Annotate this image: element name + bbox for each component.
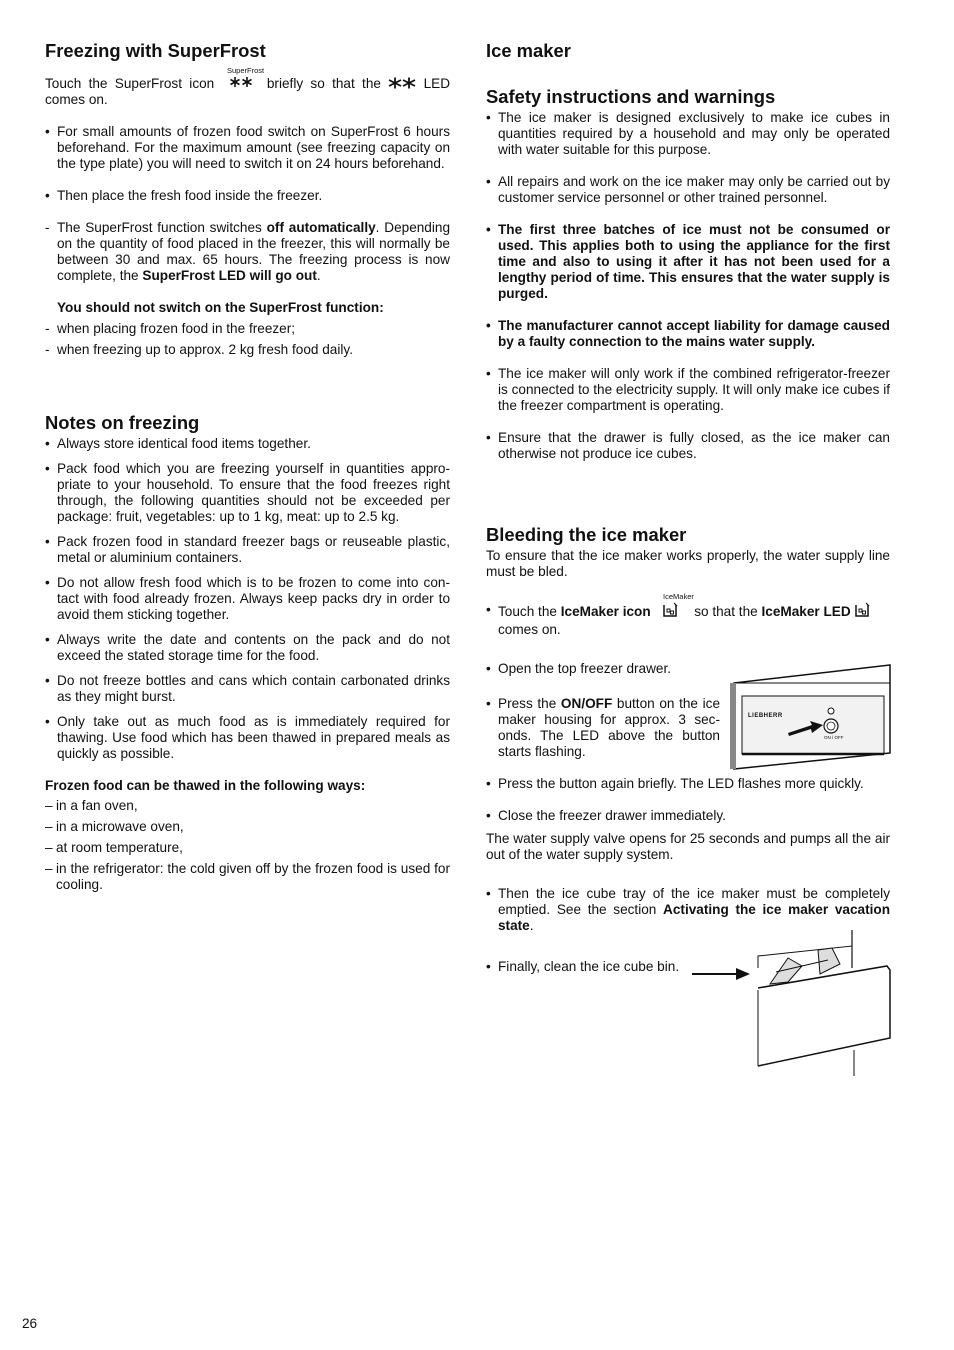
list-item: • Always store identical food items together.	[45, 436, 450, 452]
onoff-label: ON / OFF	[824, 735, 844, 740]
bleed-heading: Bleeding the ice maker	[486, 524, 687, 545]
bleed-note: The water supply valve opens for 25 seconds and pumps all the air out of the water supply system.	[486, 831, 890, 863]
list-item: - The SuperFrost function switches off automatically. Depending on the quantity of food placed in the freezer, this will normally be between 30 and max. 65 hours. The freezing process is now complete, the SuperFrost LED will go out.	[45, 220, 450, 284]
list-item: – in a fan oven,	[45, 798, 450, 814]
list-item: - when freezing up to approx. 2 kg fresh food daily.	[45, 342, 450, 358]
superfrost-warning: You should not switch on the SuperFrost function:	[57, 300, 384, 316]
list-item: • Touch the IceMaker icon IceMaker so that the IceMaker LED comes on.	[486, 602, 890, 638]
bleed-intro: To ensure that the ice maker works properly, the water supply line must be bled.	[486, 548, 890, 579]
list-item: • Close the freezer drawer immediately.	[486, 808, 890, 824]
list-item: • All repairs and work on the ice maker may only be carried out by customer service personnel or other trained personnel.	[486, 174, 890, 206]
list-item: • The first three batches of ice must not be consumed or used. This applies both to using the appliance for the first time and also to using it after it has not been used for a lengthy period of time. This ensures that the water supply is purged.	[486, 222, 890, 302]
list-item: • Then place the fresh food inside the freezer.	[45, 188, 450, 204]
superfrost-intro: Touch the SuperFrost icon SuperFrost briefly so that the LED comes on.	[45, 66, 451, 108]
list-item: • Open the top freezer drawer.	[486, 661, 720, 677]
list-item: • Pack food which you are freezing yourself in quantities appro-priate to your household. To ensure that the food freezes right through, the following quantities should not be exceeded per package: fruit, vegetables: up to 1 kg, meat: up to 2.5 kg.	[45, 461, 450, 525]
superfrost-icon: SuperFrost	[230, 76, 252, 92]
list-item: - when placing frozen food in the freezer;	[45, 321, 450, 337]
list-item: • Only take out as much food as is immediately required for thawing. Use food which has been thawed in prepared meals as quickly as possible.	[45, 714, 450, 762]
list-item: • The manufacturer cannot accept liability for damage caused by a faulty connection to the mains water supply.	[486, 318, 890, 350]
list-item: – in the refrigerator: the cold given off by the frozen food is used for cooling.	[45, 861, 450, 893]
thaw-heading: Frozen food can be thawed in the following ways:	[45, 778, 366, 794]
list-item: • Ensure that the drawer is fully closed, as the ice maker can otherwise not produce ice cubes.	[486, 430, 890, 462]
list-item: • For small amounts of frozen food switch on SuperFrost 6 hours beforehand. For the maximum amount (see freezing capacity on the type plate) you will need to switch it on 24 hours beforehand.	[45, 124, 450, 172]
ice-cube-bin-drawing	[692, 928, 892, 1078]
icemaker-led-icon	[854, 602, 870, 618]
list-item: • Do not freeze bottles and cans which contain carbonated drinks as they might burst.	[45, 673, 450, 705]
list-item: • The ice maker is designed exclusively to make ice cubes in quantities required by a household and may only be operated with water suitable for this purpose.	[486, 110, 890, 158]
notes-heading: Notes on freezing	[45, 412, 200, 434]
icemaker-heading: Ice maker	[486, 40, 571, 61]
brand-label: LIEBHERR	[748, 713, 783, 719]
icemaker-icon: IceMaker	[662, 602, 678, 622]
superfrost-led-icon	[388, 77, 416, 89]
page-number: 26	[22, 1316, 38, 1331]
right-column	[486, 38, 890, 975]
safety-heading: Safety instructions and warnings	[486, 86, 776, 107]
icemaker-housing-figure	[728, 663, 892, 771]
superfrost-heading: Freezing with SuperFrost	[45, 40, 266, 61]
list-item: • Press the button again briefly. The LED flashes more quickly.	[486, 776, 890, 792]
left-column	[45, 38, 450, 893]
list-item: • Always write the date and contents on the pack and do not exceed the stated storage time for the food.	[45, 632, 450, 664]
list-item: • Then the ice cube tray of the ice maker must be completely emptied. See the section Activating the ice maker vacation state.	[486, 886, 890, 934]
list-item: – in a microwave oven,	[45, 819, 450, 835]
list-item: • Do not allow fresh food which is to be frozen to come into con-tact with food already frozen. Always keep packs dry in order to avoid them sticking together.	[45, 575, 450, 623]
list-item: • Press the ON/OFF button on the ice maker housing for approx. 3 sec-onds. The LED above the button starts flashing.	[486, 696, 720, 760]
list-item: – at room temperature,	[45, 840, 450, 856]
list-item: • The ice maker will only work if the combined refrigerator-freezer is connected to the electricity supply. It will only make ice cubes if the freezer compartment is operating.	[486, 366, 890, 414]
ice-cube-bin-figure	[692, 928, 892, 1078]
list-item: • Pack frozen food in standard freezer bags or reuseable plastic, metal or aluminium containers.	[45, 534, 450, 566]
list-item: • Finally, clean the ice cube bin.	[486, 959, 890, 975]
